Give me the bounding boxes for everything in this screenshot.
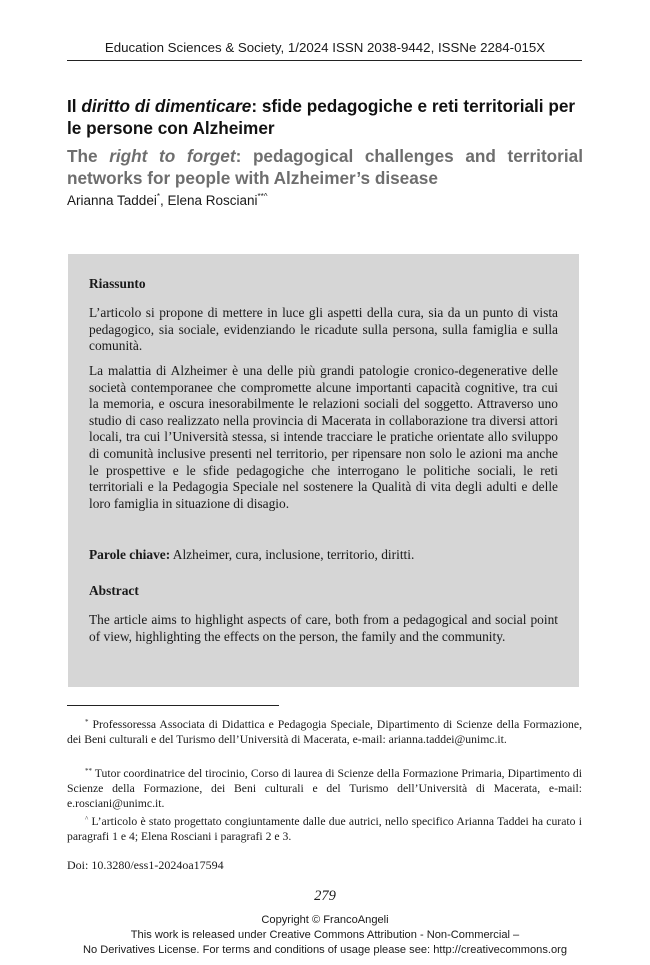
license-notice[interactable]: No Derivatives License. For terms and conditions of usage please see: http://creativecommons.org [82,944,568,956]
keywords-values: Alzheimer, cura, inclusione, territorio, diritti. [170,547,415,562]
author-footnote-mark[interactable]: * [156,192,160,201]
footnote-rule [67,705,279,706]
journal-header: Education Sciences & Society, 1/2024 ISSN 2038-9442, ISSNe 2284-015X [104,40,546,55]
author-name: Elena Rosciani [167,193,258,208]
title-en-suffix: : pedagogical challenges and territorial networks for people with Alzheimer’s disease [67,146,583,188]
license-notice: This work is released under Creative Commons Attribution - Non-Commercial – [130,929,520,941]
author-separator: , [159,193,168,208]
footnote [67,764,582,811]
footnote-text: Tutor coordinatrice del tirocinio, Corso di laurea di Scienze della Formazione Primaria, Dipartimento di Scienze della Formazione, dei Beni culturali e del Turismo dell’Università di Macerata, e-mail: e.rosciani@unimc.it. [67,767,582,810]
author-footnote-mark[interactable]: **^ [257,192,268,201]
keywords [89,547,558,564]
title-it-italic: diritto di dimenticare [81,96,252,116]
header-rule [67,60,582,61]
footnote-mark: ^ [85,815,89,823]
footnote-text: L’articolo è stato progettato congiuntamente dalle due autrici, nello specifico Arianna Taddei ha curato i paragrafi 1 e 4; Elena Rosciani i paragrafi 2 e 3. [67,815,582,843]
footnote-text: Professoressa Associata di Didattica e Pedagogia Speciale, Dipartimento di Scienze della Formazione, dei Beni culturali e del Turismo dell’Università di Macerata, e-mail: arianna.taddei@unimc.it. [67,718,582,746]
doi-link[interactable]: Doi: 10.3280/ess1-2024oa17594 [67,858,224,872]
riassunto-paragraph: L’articolo si propone di mettere in luce gli aspetti della cura, sia da un punto di vista pedagogico, sia sociale, evidenziando le ricadute sulla persona, sulla famiglia e sulla comunità. [89,305,558,354]
abstract-paragraph: The article aims to highlight aspects of care, both from a pedagogical and social point of view, highlighting the effects on the person, the family and the community. [89,612,558,644]
author-name: Arianna Taddei [67,193,157,208]
footnote [67,812,582,844]
footnote-mark: * [85,718,89,726]
footnote [67,715,582,747]
keywords-label: Parole chiave: [89,547,171,562]
title-en-prefix: The [67,146,110,166]
footnote-mark: ** [85,767,92,775]
abstract-box [68,254,579,687]
author-list [67,192,268,208]
article-title-english [67,145,583,189]
title-en-italic: right to forget [109,146,236,166]
article-title-italian [67,95,583,139]
riassunto-paragraph: La malattia di Alzheimer è una delle più grandi patologie cronico-degenerative delle società contemporanee che compromette alcune importanti capacità cognitive, tra cui la memoria, e oscura inesorabilmente le relazioni sociali del soggetto. Attraverso uno studio di caso realizzato nella provincia di Macerata in collaborazione tra diversi attori locali, tra cui l’Università stessa, si intende tracciare le pratiche orientate allo sviluppo di comunità inclusive presenti nel territorio, per ripensare non solo le azioni ma anche le prospettive e le sfide pedagogiche che interrogano le politiche sociali, le reti territoriali e la Pedagogia Speciale nel sostenere la Qualità di vita degli adulti e delle loro famiglia in situazione di disagio. [89,363,558,511]
page-number: 279 [314,888,336,904]
riassunto-heading: Riassunto [89,276,146,291]
title-it-suffix: : sfide pedagogiche e reti territoriali per le persone con Alzheimer [67,96,576,138]
copyright-notice: Copyright © FrancoAngeli [261,914,389,926]
abstract-heading: Abstract [89,583,139,598]
title-it-prefix: Il [67,96,82,116]
